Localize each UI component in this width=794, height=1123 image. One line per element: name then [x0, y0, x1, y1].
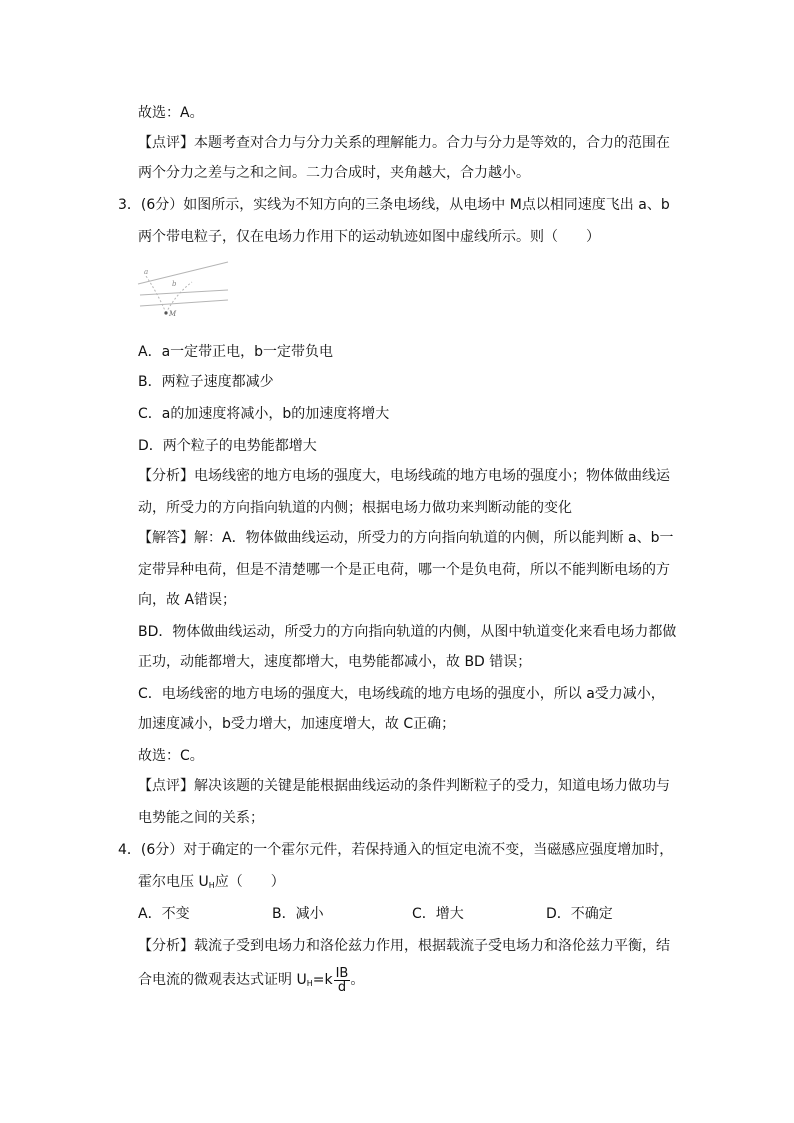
- answer-choice-prev: 故选：A。: [138, 105, 204, 121]
- question-3-stem-2: 两个带电粒子，仅在电场力作用下的运动轨迹如图中虚线所示。则（ ）: [138, 229, 600, 245]
- solution-line-5: 正功，动能都增大，速度都增大，电势能都减小，故 BD 错误；: [138, 654, 532, 670]
- q3-option-d: D．两个粒子的电势能都增大: [138, 438, 317, 454]
- point-m: [164, 311, 167, 314]
- field-line-top: [138, 262, 228, 284]
- formula-eq: =k: [312, 972, 333, 988]
- solution-line-6: C．电场线密的地方电场的强度大，电场线疏的地方电场的强度小，所以 a受力减小，: [138, 686, 665, 702]
- comment-line-2: 两个分力之差与之和之间。二力合成时，夹角越大，合力越小。: [138, 165, 530, 181]
- solution-line-3: 向，故 A错误；: [138, 592, 237, 608]
- q3-option-b: B．两粒子速度都减少: [138, 374, 274, 390]
- analysis-line-1: 【分析】电场线密的地方电场的强度大，电场线疏的地方电场的强度小；物体做曲线运: [138, 468, 670, 484]
- q4-option-d: D．不确定: [546, 906, 613, 922]
- analysis-q4-text: 合电流的微观表达式证明 U: [138, 972, 307, 988]
- q4-stem-text-b: 应（ ）: [214, 874, 285, 890]
- comment-q3-line-1: 【点评】解决该题的关键是能根据曲线运动的条件判断粒子的受力，知道电场力做功与: [138, 778, 670, 794]
- q3-option-a: A．a一定带正电，b一定带负电: [138, 344, 334, 360]
- formula-fraction: [334, 967, 351, 994]
- question-4-stem-2: [138, 872, 285, 892]
- comment-line-1: 【点评】本题考查对合力与分力关系的理解能力。合力与分力是等效的，合力的范围在: [138, 135, 670, 151]
- label-b: b: [172, 280, 177, 288]
- q3-option-c: C．a的加速度将减小，b的加速度将增大: [138, 406, 390, 422]
- question-4-stem-1: 4．(6分）对于确定的一个霍尔元件，若保持通入的恒定电流不变，当磁感应强度增加时，: [118, 842, 674, 858]
- formula-end: 。: [350, 972, 365, 988]
- field-line-middle: [140, 290, 228, 295]
- label-a: a: [144, 268, 149, 276]
- analysis-q4-line-2: [138, 964, 364, 996]
- fraction-numerator: IB: [335, 965, 349, 981]
- question-3-stem-1: 3．(6分）如图所示，实线为不知方向的三条电场线，从电场中 M点以相同速度飞出 a、b: [118, 197, 670, 213]
- q4-stem-subscript: H: [208, 881, 215, 890]
- solution-line-4: BD．物体做曲线运动，所受力的方向指向轨道的内侧，从图中轨道变化来看电场力都做: [138, 624, 677, 640]
- field-line-bottom: [140, 300, 228, 306]
- analysis-line-2: 动，所受力的方向指向轨道的内侧；根据电场力做功来判断动能的变化: [138, 500, 572, 516]
- q4-stem-text-a: 霍尔电压 U: [138, 874, 209, 890]
- analysis-q4-line-1: 【分析】载流子受到电场力和洛伦兹力作用，根据载流子受电场力和洛伦兹力平衡，结: [138, 938, 670, 954]
- trajectory-b: [166, 282, 192, 313]
- solution-line-2: 定带异种电荷，但是不清楚哪一个是正电荷，哪一个是负电荷，所以不能判断电场的方: [138, 562, 670, 578]
- analysis-q4-subscript: H: [306, 979, 313, 988]
- fraction-denominator: d: [337, 979, 347, 995]
- q4-option-a: A．不变: [138, 906, 190, 922]
- q4-option-c: C．增大: [412, 906, 464, 922]
- solution-line-1: 【解答】解：A．物体做曲线运动，所受力的方向指向轨道的内侧，所以能判断 a、b一: [138, 530, 674, 546]
- electric-field-figure: [136, 258, 232, 332]
- label-m: M: [169, 310, 177, 318]
- answer-choice-q3: 故选：C。: [138, 748, 204, 764]
- q4-option-b: B．减小: [272, 906, 324, 922]
- solution-line-7: 加速度减小，b受力增大，加速度增大，故 C正确；: [138, 716, 456, 732]
- comment-q3-line-2: 电势能之间的关系；: [138, 810, 264, 826]
